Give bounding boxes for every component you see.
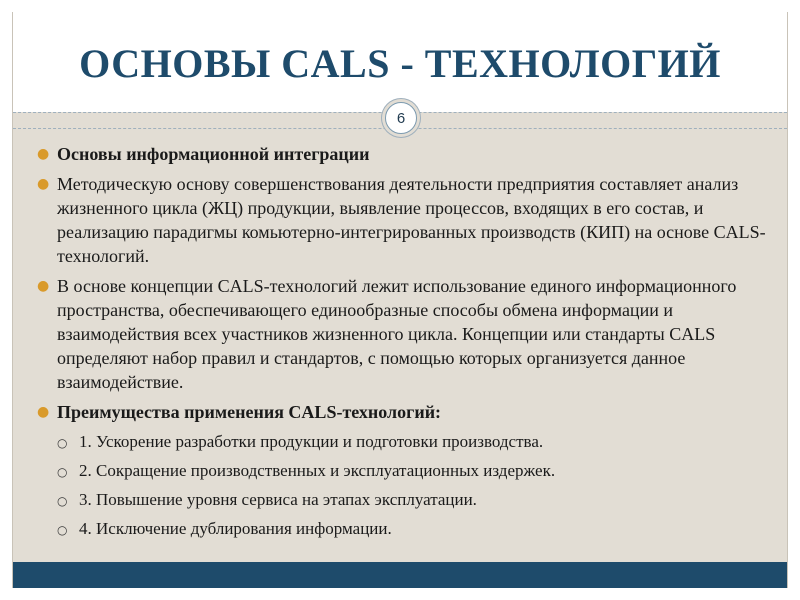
- slide-number: 6: [385, 102, 417, 134]
- sub-list-item: [35, 488, 775, 512]
- item-text: Основы информационной интеграции: [57, 144, 370, 164]
- footer-bar: [13, 562, 787, 588]
- bullet-icon: ●: [37, 176, 50, 192]
- sub-item-text: 2. Сокращение производственных и эксплуатационных издержек.: [79, 461, 556, 480]
- circle-bullet-icon: ○: [57, 436, 68, 450]
- list-item: [35, 142, 775, 166]
- sub-item-text: 1. Ускорение разработки продукции и подготовки производства.: [79, 432, 544, 451]
- slide-frame: [12, 12, 788, 588]
- list-item: [35, 274, 775, 394]
- list-item: [35, 172, 775, 268]
- sub-item-text: 4. Исключение дублирования информации.: [79, 519, 392, 538]
- item-text: Методическую основу совершенствования деятельности предприятия составляет анализ жизненного цикла (ЖЦ) продукции, выявление процессов, входящих в его состав, и реализацию парадигмы комьютерно-интегрированных производств (КИП) на основе CALS-технологий.: [57, 174, 766, 266]
- item-text: В основе концепции CALS-технологий лежит использование единого информационного пространства, обеспечивающего единообразные способы обмена информации и взаимодействия всех участников жизненного цикла. Концепции или стандарты CALS определяют набор правил и стандартов, с помощью которых организуется данное взаимодействие.: [57, 276, 737, 392]
- list-item: [35, 400, 775, 424]
- sub-list-item: [35, 430, 775, 454]
- slide-title: ОСНОВЫ CALS - ТЕХНОЛОГИЙ: [79, 41, 721, 86]
- bullet-icon: ●: [37, 278, 50, 294]
- circle-bullet-icon: ○: [57, 523, 68, 537]
- sub-list-item: [35, 459, 775, 483]
- circle-bullet-icon: ○: [57, 494, 68, 508]
- content-body: [35, 142, 775, 546]
- item-text: Преимущества применения CALS-технологий:: [57, 402, 442, 422]
- bullet-icon: ●: [37, 404, 50, 420]
- sub-list-item: [35, 517, 775, 541]
- circle-bullet-icon: ○: [57, 465, 68, 479]
- title-band: [13, 12, 787, 112]
- sub-item-text: 3. Повышение уровня сервиса на этапах эксплуатации.: [79, 490, 477, 509]
- bullet-icon: ●: [37, 146, 50, 162]
